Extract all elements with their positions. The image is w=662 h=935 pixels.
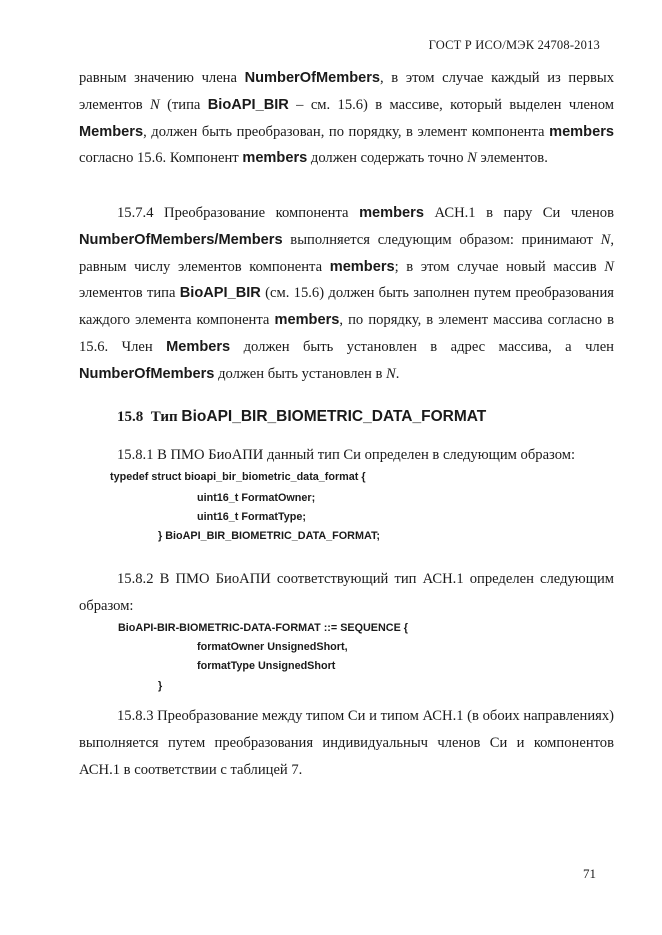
- text-run: элементов.: [476, 150, 548, 167]
- paragraph-1: [79, 65, 614, 172]
- paragraph-3: [79, 442, 614, 469]
- text-run: элементов типа: [79, 285, 180, 302]
- page-number: 71: [583, 866, 596, 881]
- code-term: Members: [79, 123, 144, 140]
- text-run: выполняется следующим образом: принимают: [282, 231, 601, 248]
- code-term: NumberOfMembers: [244, 70, 381, 86]
- text-run: – см. 15.6) в массиве, который выделен членом: [288, 96, 614, 113]
- code-term: members: [274, 312, 340, 329]
- code-line: }: [158, 680, 163, 692]
- code-line: } BioAPI_BIR_BIOMETRIC_DATA_FORMAT;: [158, 530, 380, 542]
- variable: N: [150, 96, 160, 113]
- text-run: , по порядку, в элемент массива согласно в 15.6. Член: [79, 312, 615, 355]
- paragraph-4: [79, 566, 614, 620]
- code-line: formatType UnsignedShort: [197, 660, 336, 672]
- code-term: Members: [166, 338, 231, 355]
- code-term: members: [549, 123, 614, 140]
- text-run: равным значению члена: [79, 70, 245, 86]
- text-run: , в этом случае каждый из первых элементов: [79, 70, 615, 113]
- variable: N: [386, 365, 396, 382]
- text-run: ; в этом случае новый массив: [394, 258, 605, 275]
- code-term: NumberOfMembers: [79, 365, 215, 382]
- code-term: members: [242, 150, 308, 167]
- code-line: typedef struct bioapi_bir_biometric_data_format {: [110, 471, 366, 483]
- code-term: members: [329, 258, 395, 275]
- paragraph-5: [79, 703, 614, 783]
- text-run: должен быть установлен в адрес массива, а член: [230, 338, 614, 355]
- text-run: (см. 15.6) должен быть заполнен путем преобразования каждого элемента компонента: [79, 285, 614, 329]
- text-run: , должен быть преобразован, по порядку, в элемент компонента: [143, 123, 550, 140]
- page-header: ГОСТ Р ИСО/МЭК 24708-2013: [428, 38, 600, 52]
- code-term: BioAPI_BIR: [207, 96, 289, 113]
- text-run: должен содержать точно: [307, 150, 468, 167]
- text-run: АСН.1 в пару Си членов: [423, 205, 614, 221]
- section-prefix: Тип: [150, 409, 178, 425]
- paragraph-text: 15.8.1 В ПМО БиоАПИ данный тип Си определен в следующим образом:: [117, 447, 576, 463]
- code-line: uint16_t FormatOwner;: [197, 492, 316, 504]
- code-term: BioAPI_BIR: [179, 285, 261, 302]
- code-line: BioAPI-BIR-BIOMETRIC-DATA-FORMAT ::= SEQUENCE {: [118, 622, 408, 634]
- variable: N: [604, 258, 614, 275]
- text-run: , равным числу элементов компонента: [79, 231, 614, 275]
- code-line: formatOwner UnsignedShort,: [197, 641, 348, 653]
- code-term: NumberOfMembers/Members: [79, 231, 283, 248]
- paragraph-2: [79, 200, 614, 388]
- text-run: 15.7.4 Преобразование компонента: [117, 205, 360, 221]
- variable: N: [600, 231, 611, 248]
- text-run: согласно 15.6. Компонент: [79, 150, 243, 167]
- text-run: должен быть установлен в: [214, 365, 387, 382]
- paragraph-text: 15.8.2 В ПМО БиоАПИ соответствующий тип АСН.1 определен следующим образом:: [79, 571, 614, 614]
- paragraph-text: 15.8.3 Преобразование между типом Си и типом АСН.1 (в обоих направлениях) выполняется путем преобразования индивидуальныч членов Си и компонентов АСН.1 в соответствии с таблицей 7.: [79, 708, 614, 778]
- section-type-name: BioAPI_BIR_BIOMETRIC_DATA_FORMAT: [181, 408, 487, 425]
- text-run: (типа: [159, 96, 208, 113]
- section-number: 15.8: [117, 409, 144, 425]
- code-line: uint16_t FormatType;: [197, 511, 306, 523]
- section-heading: [117, 408, 486, 426]
- code-term: members: [359, 205, 424, 221]
- variable: N: [467, 150, 477, 167]
- text-run: .: [395, 365, 400, 382]
